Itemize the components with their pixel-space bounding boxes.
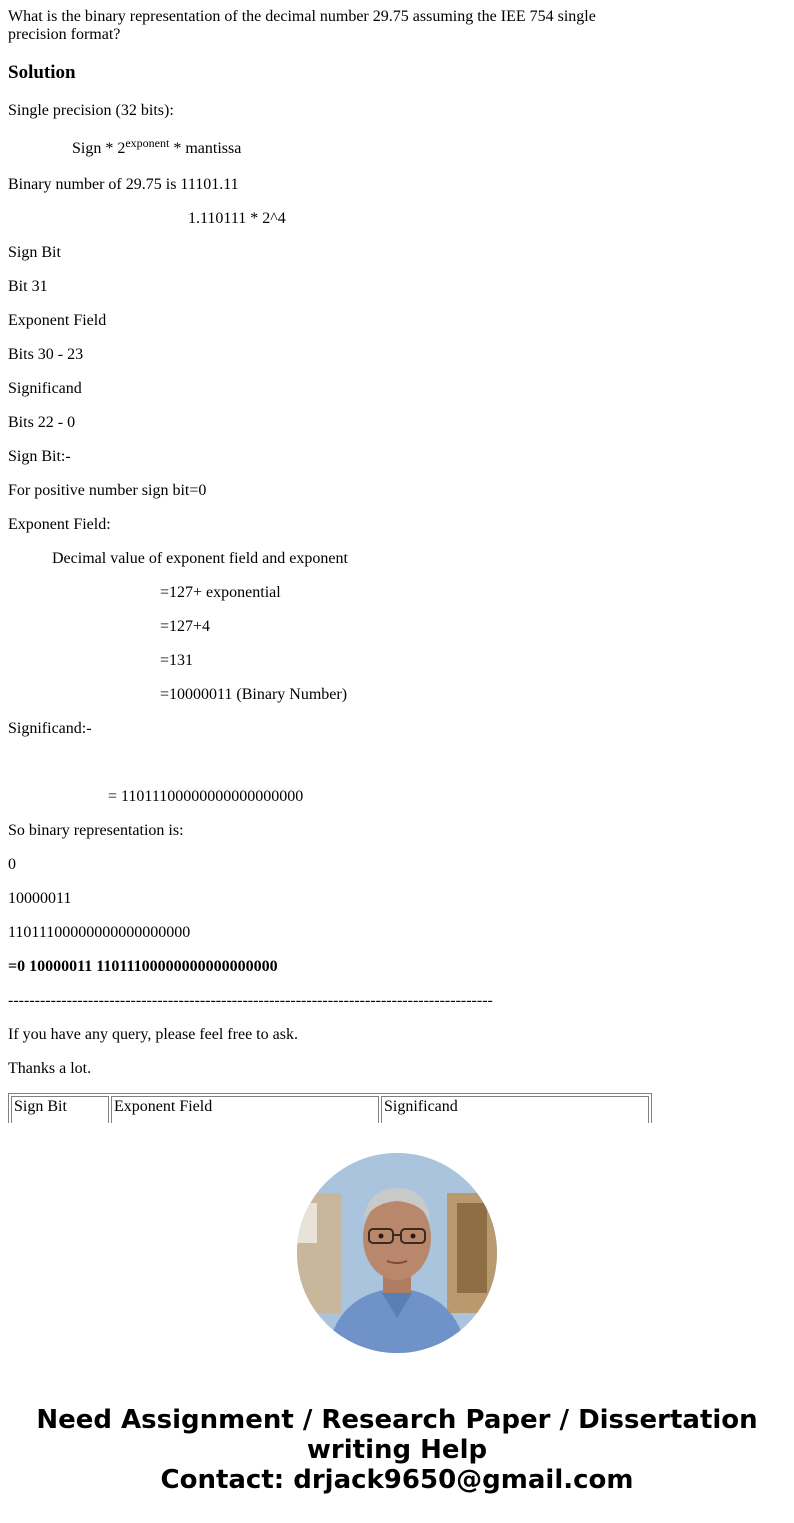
so-binary-line: So binary representation is: [8,822,184,839]
formula-post: * mantissa [169,140,242,157]
table-header-significand: Significand [381,1096,649,1123]
equation-line-3: =131 [160,652,194,669]
equation-line-4: =10000011 (Binary Number) [160,686,348,703]
single-precision-line: Single precision (32 bits): [8,102,174,119]
table-header-exponent-field: Exponent Field [111,1096,379,1123]
table-row [11,1096,649,1123]
fields-table [8,1093,652,1123]
result-significand: 11011100000000000000000 [8,924,191,941]
decimal-value-line: Decimal value of exponent field and exponent [52,550,348,567]
significand-value: = 11011100000000000000000 [108,788,304,805]
footer-line-1: Need Assignment / Research Paper / Dissertation [36,1405,758,1435]
final-answer: =0 10000011 11011100000000000000000 [8,958,278,975]
sign-bit-heading: Sign Bit:- [8,448,71,465]
footer-contact: Contact: drjack9650@gmail.com [160,1465,634,1495]
thanks-line: Thanks a lot. [8,1060,92,1077]
solution-heading: Solution [8,62,76,83]
equation-line-2: =127+4 [160,618,211,635]
author-photo-illustration [297,1153,497,1353]
bit31-label: Bit 31 [8,278,48,295]
result-exponent: 10000011 [8,890,72,907]
table-header-sign-bit: Sign Bit [11,1096,109,1123]
formula-superscript: exponent [125,136,170,150]
normalized-line: 1.110111 * 2^4 [188,210,286,227]
equation-line-1: =127+ exponential [160,584,281,601]
exponent-heading: Exponent Field: [8,516,111,533]
exponent-field-label: Exponent Field [8,312,107,329]
result-sign: 0 [8,856,16,873]
formula-line [72,136,242,158]
fields-table-clip [0,1093,794,1123]
footer-banner [0,1405,794,1495]
author-photo [297,1153,497,1353]
significand-heading: Significand:- [8,720,92,737]
question-text: What is the binary representation of the decimal number 29.75 assuming the IEE 754 single precision format? [8,8,596,43]
significand-label: Significand [8,380,82,397]
bits22-0-label: Bits 22 - 0 [8,414,76,431]
sign-bit-label: Sign Bit [8,244,61,261]
footer-line-2: writing Help [306,1435,488,1465]
positive-sign-line: For positive number sign bit=0 [8,482,207,499]
divider-dashes: ------------------------------------------------------------------------------------------- [8,992,493,1009]
binary-of-line: Binary number of 29.75 is 11101.11 [8,176,239,193]
bits30-23-label: Bits 30 - 23 [8,346,84,363]
formula-pre: Sign * 2 [72,140,126,157]
query-line: If you have any query, please feel free to ask. [8,1026,298,1043]
